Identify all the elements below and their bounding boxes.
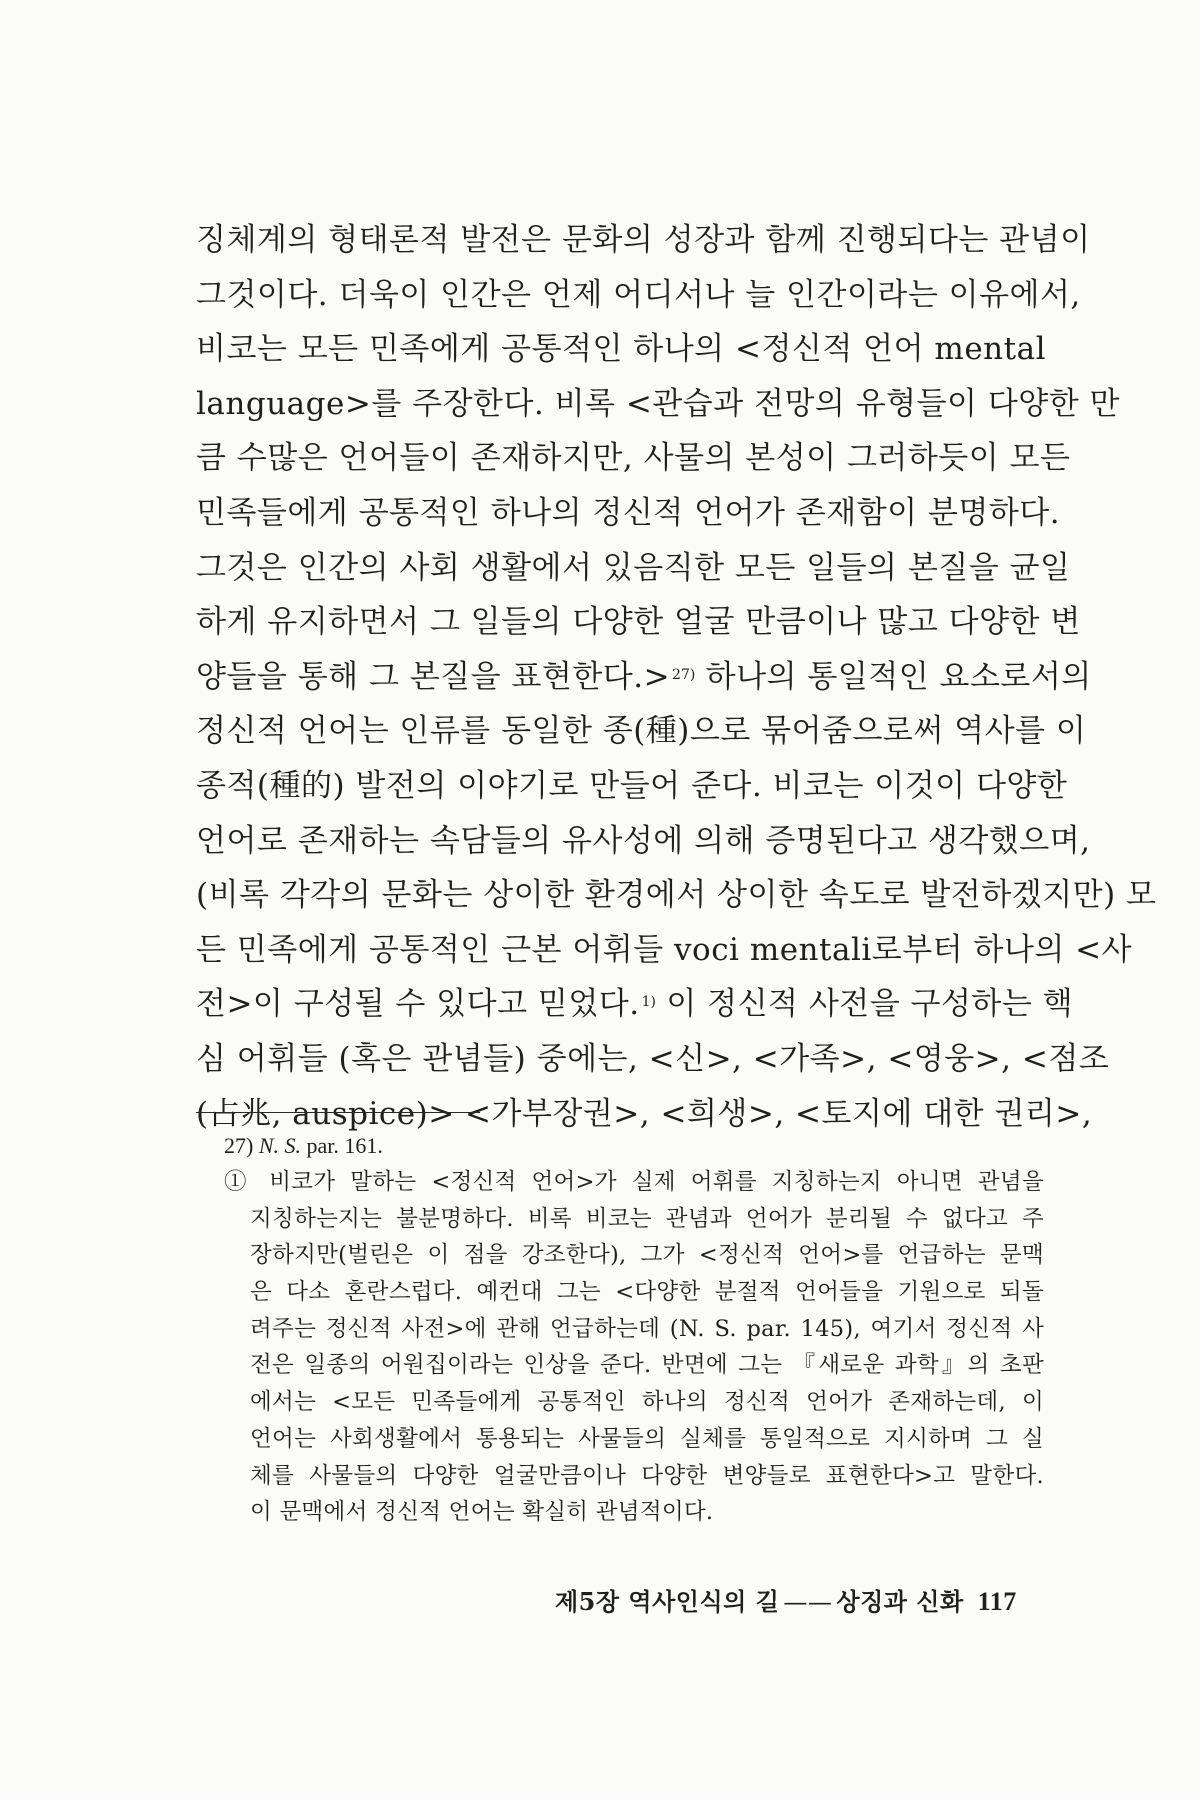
- text-segment: 양들을 통해 그 본질을 표현한다.>: [196, 658, 671, 695]
- footnote-marker-27: 27): [672, 666, 696, 683]
- text-line: 그것이다. 더욱이 인간은 언제 어디서나 늘 인간이라는 이유에서,: [196, 276, 1081, 313]
- footnote-divider: [196, 1112, 480, 1113]
- text-line: 민족들에게 공통적인 하나의 정신적 언어가 존재함이 분명하다.: [196, 494, 1061, 531]
- note-line: 장하지만(벌린은 이 점을 강조한다), 그가 <정신적 언어>를 언급하는 문맥: [250, 1242, 1044, 1269]
- note-line: 려주는 정신적 사전>에 관해 언급하는데 (N. S. par. 145), 여기서 정신적 사: [250, 1315, 1044, 1342]
- note-line: 에서는 <모든 민족들에게 공통적인 하나의 정신적 언어가 존재하는데, 이: [250, 1389, 1044, 1416]
- text-line: language>를 주장한다. 비록 <관습과 전망의 유형들이 다양한 만: [196, 385, 1120, 422]
- page-number: 117: [977, 1587, 1017, 1616]
- chapter-title: 제5장 역사인식의 길: [555, 1587, 780, 1616]
- note-marker: ①: [224, 1169, 255, 1195]
- chapter-subtitle: 상징과 신화: [836, 1587, 964, 1616]
- text-line: 정신적 언어는 인류를 동일한 종(種)으로 묶어줌으로써 역사를 이: [196, 713, 1087, 750]
- text-segment: 하나의 통일적인 요소로서의: [695, 658, 1092, 695]
- footnotes: [224, 1128, 1044, 1531]
- footnote-paragraph: par. 161.: [306, 1133, 383, 1158]
- footnote-27: [224, 1128, 1044, 1164]
- footnote-source: N. S.: [258, 1133, 302, 1158]
- body-text: [196, 213, 1157, 1141]
- note-line: 은 다소 혼란스럽다. 예컨대 그는 <다양한 분절적 언어들을 기원으로 되돌: [250, 1279, 1044, 1306]
- text-line: 징체계의 형태론적 발전은 문화의 성장과 함께 진행되다는 관념이: [196, 222, 1091, 258]
- translator-note: [224, 1164, 1044, 1531]
- note-line: 이 문맥에서 정신적 언어는 확실히 관념적이다.: [250, 1499, 714, 1526]
- note-line: 체를 사물들의 다양한 얼굴만큼이나 다양한 변양들로 표현한다>고 말한다.: [250, 1462, 1044, 1489]
- note-line: 전은 일종의 어원집이라는 인상을 준다. 반면에 그는 『새로운 과학』의 초판: [250, 1352, 1044, 1379]
- running-footer: [555, 1582, 1015, 1617]
- text-segment: 이 정신적 사전을 구성하는 핵: [655, 986, 1074, 1023]
- text-line: (占兆, auspice)> <가부장권>, <희생>, <토지에 대한 권리>,: [196, 1095, 1093, 1132]
- text-line: 비코는 모든 민족에게 공통적인 하나의 <정신적 언어 mental: [196, 331, 1046, 368]
- text-line: [196, 650, 1092, 705]
- text-line: 심 어휘들 (혹은 관념들) 중에는, <신>, <가족>, <영웅>, <점조: [196, 1040, 1110, 1077]
- footnote-number: 27): [224, 1133, 254, 1158]
- text-segment: 전>이 구성될 수 있다고 믿었다.: [196, 986, 640, 1023]
- footer-dash: ——: [783, 1588, 833, 1616]
- note-line: 언어는 사회생활에서 통용되는 사물들의 실체를 통일적으로 지시하며 그 실: [250, 1425, 1044, 1452]
- text-line: [196, 977, 1074, 1032]
- text-line: 든 민족에게 공통적인 근본 어휘들 voci mentali로부터 하나의 <사: [196, 931, 1133, 968]
- note-text: 비코가 말하는 <정신적 언어>가 실제 어휘를 지칭하는지 아니면 관념을: [269, 1169, 1044, 1195]
- text-line: 하게 유지하면서 그 일들의 다양한 얼굴 만큼이나 많고 다양한 변: [196, 604, 1081, 641]
- text-line: 언어로 존재하는 속담들의 유사성에 의해 증명된다고 생각했으며,: [196, 822, 1091, 859]
- text-line: 큼 수많은 언어들이 존재하지만, 사물의 본성이 그러하듯이 모든: [196, 440, 1071, 477]
- footnote-marker-1: 1): [641, 994, 656, 1011]
- text-line: 그것은 인간의 사회 생활에서 있음직한 모든 일들의 본질을 균일: [196, 549, 1071, 586]
- text-line: (비록 각각의 문화는 상이한 환경에서 상이한 속도로 발전하겠지만) 모: [196, 877, 1157, 914]
- note-line: 지칭하는지는 불분명하다. 비록 비코는 관념과 언어가 분리될 수 없다고 주: [250, 1205, 1044, 1232]
- note-line: [224, 1164, 1044, 1201]
- text-line: 종적(種的) 발전의 이야기로 만들어 준다. 비코는 이것이 다양한: [196, 767, 1068, 804]
